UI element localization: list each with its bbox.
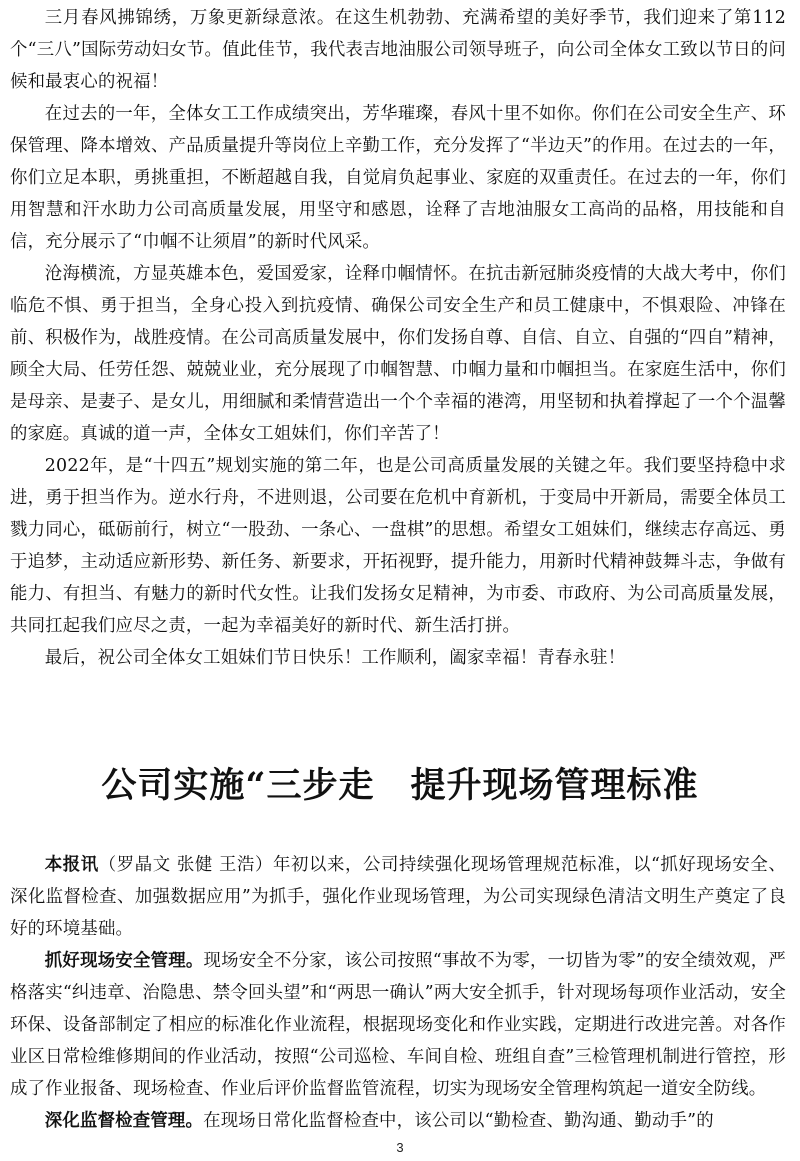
article-paragraph: 三月春风拂锦绣，万象更新绿意浓。在这生机勃勃、充满希望的美好季节，我们迎来了第112个“三八”国际劳动妇女节。值此佳节，我代表吉地油服公司领导班子，向公司全体女工致以节日的问候和最衷心的祝福！ bbox=[10, 8, 786, 92]
paragraph-text: （罗晶文 张健 王浩）年初以来，公司持续强化现场管理规范标准，以“抓好现场安全、深化监督检查、加强数据应用”为抓手，强化作业现场管理，为公司实现绿色清洁文明生产奠定了良好的环境基础。 bbox=[10, 855, 787, 939]
paragraph-lead: 本报讯 bbox=[44, 855, 99, 875]
article-paragraph bbox=[10, 1105, 786, 1137]
paragraph-lead: 抓好现场安全管理。 bbox=[44, 951, 204, 971]
article-paragraph bbox=[10, 945, 786, 1105]
article-paragraph: 最后，祝公司全体女工姐妹们节日快乐！工作顺利，阖家幸福！青春永驻！ bbox=[44, 648, 626, 668]
news-headline: 公司实施“三步走 提升现场管理标准 bbox=[101, 765, 699, 806]
article-paragraph: 在过去的一年，全体女工工作成绩突出，芳华璀璨，春风十里不如你。你们在公司安全生产、环保管理、降本增效、产品质量提升等岗位上辛勤工作，充分发挥了“半边天”的作用。在过去的一年，你们立足本职，勇挑重担，不断超越自我，自觉肩负起事业、家庭的双重责任。在过去的一年，你们用智慧和汗水助力公司高质量发展，用坚守和感恩，诠释了吉地油服女工高尚的品格，用技能和自信，充分展示了“巾帼不让须眉”的新时代风采。 bbox=[10, 104, 786, 252]
paragraph-lead: 深化监督检查管理。 bbox=[44, 1111, 204, 1131]
page-number: 3 bbox=[396, 1140, 404, 1155]
greeting-article bbox=[10, 2, 786, 674]
article-paragraph bbox=[10, 849, 786, 945]
paragraph-text: 在现场日常化监督检查中，该公司以“勤检查、勤沟通、勤动手”的 bbox=[203, 1111, 714, 1131]
paragraph-text: 现场安全不分家，该公司按照“事故不为零，一切皆为零”的安全绩效观，严格落实“纠违章、治隐患、禁令回头望”和“两思一确认”两大安全抓手，针对现场每项作业活动，安全环保、设备部制定了相应的标准化作业流程，根据现场变化和作业实践，定期进行改进完善。对各作业区日常检维修期间的作业活动，按照“公司巡检、车间自检、班组自查”三检管理机制进行管控，形成了作业报备、现场检查、作业后评价监督监管流程，切实为现场安全管理构筑起一道安全防线。 bbox=[10, 951, 786, 1099]
news-article bbox=[10, 849, 786, 1137]
article-paragraph: 2022年，是“十四五”规划实施的第二年，也是公司高质量发展的关键之年。我们要坚持稳中求进，勇于担当作为。逆水行舟，不进则退，公司要在危机中育新机，于变局中开新局，需要全体员工戮力同心，砥砺前行，树立“一股劲、一条心、一盘棋”的思想。希望女工姐妹们，继续志存高远、勇于追梦，主动适应新形势、新任务、新要求，开拓视野，提升能力，用新时代精神鼓舞斗志，争做有能力、有担当、有魅力的新时代女性。让我们发扬女足精神，为市委、市政府、为公司高质量发展，共同扛起我们应尽之责，一起为幸福美好的新时代、新生活打拼。 bbox=[10, 456, 786, 636]
article-paragraph: 沧海横流，方显英雄本色，爱国爱家，诠释巾帼情怀。在抗击新冠肺炎疫情的大战大考中，你们临危不惧、勇于担当，全身心投入到抗疫情、确保公司安全生产和员工健康中，不惧艰险、冲锋在前、积极作为，战胜疫情。在公司高质量发展中，你们发扬自尊、自信、自立、自强的“四自”精神，顾全大局、任劳任怨、兢兢业业，充分展现了巾帼智慧、巾帼力量和巾帼担当。在家庭生活中，你们是母亲、是妻子、是女儿，用细腻和柔情营造出一个个幸福的港湾，用坚韧和执着撑起了一个个温馨的家庭。真诚的道一声，全体女工姐妹们，你们辛苦了！ bbox=[10, 264, 786, 444]
